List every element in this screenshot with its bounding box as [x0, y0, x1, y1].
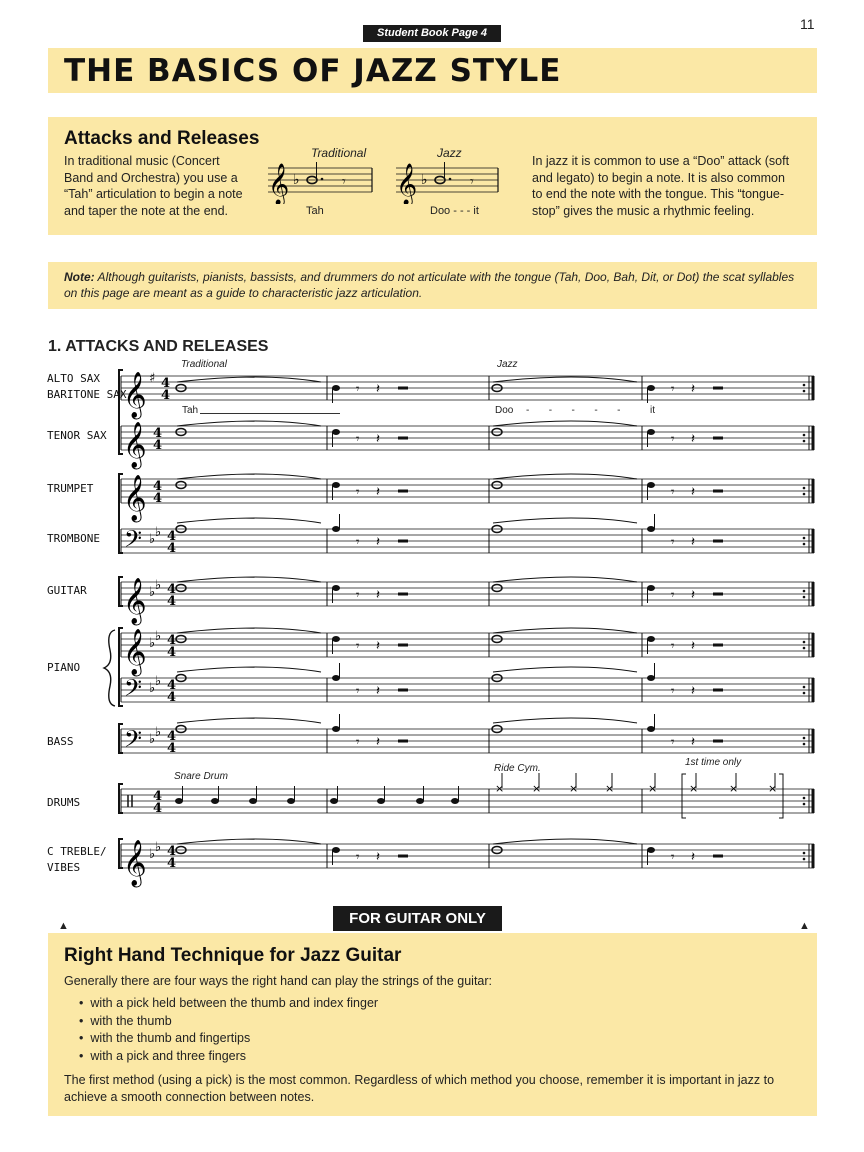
jazz-label: Jazz: [497, 359, 518, 370]
quarter-rest-icon: 𝄽: [691, 588, 695, 603]
instrument-label-bass: BASS: [47, 735, 74, 748]
flat-icon: ♭: [155, 840, 162, 855]
quarter-rest-icon: 𝄽: [691, 684, 695, 699]
repeat-dot: [803, 434, 806, 437]
half-rest-icon: [398, 387, 408, 390]
guitar-method-list: [79, 995, 378, 1065]
eighth-rest-icon: 𝄾: [356, 382, 360, 397]
cymbal-x-note-icon: ×: [768, 782, 778, 795]
repeat-dot: [803, 537, 806, 540]
instrument-label-vibes: VIBES: [47, 861, 81, 874]
eighth-rest-icon: 𝄾: [356, 485, 360, 500]
tie-curve: [493, 474, 637, 479]
marker-triangle-left: ▲: [58, 920, 69, 932]
traditional-label: Traditional: [181, 359, 227, 370]
tah-syllable: Tah: [182, 405, 199, 416]
snare-note-head: [416, 798, 424, 804]
half-rest-icon: [713, 540, 723, 543]
list-item: • with the thumb: [79, 1013, 378, 1031]
snare-note-head: [249, 798, 257, 804]
treble-clef-icon: 𝄞: [123, 629, 147, 675]
guitar-intro: Generally there are four ways the right hand can play the strings of the guitar:: [64, 974, 493, 988]
eighth-note-head: [332, 482, 340, 488]
cymbal-x-note-icon: ×: [495, 782, 505, 795]
quarter-rest-icon: 𝄽: [376, 432, 380, 447]
quarter-rest-icon: 𝄽: [376, 485, 380, 500]
repeat-dot: [803, 440, 806, 443]
eighth-note-head: [647, 385, 655, 391]
tie-curve: [493, 718, 637, 723]
cymbal-x-note-icon: ×: [689, 782, 699, 795]
flat-icon: ♭: [155, 674, 162, 689]
flat-icon: ♭: [149, 732, 156, 747]
eighth-rest-icon: 𝄾: [356, 735, 360, 750]
snare-note-head: [211, 798, 219, 804]
time-signature-top: 4: [153, 789, 163, 804]
repeat-dot: [803, 803, 806, 806]
marker-triangle-right: ▲: [799, 920, 810, 932]
piano-brace: [104, 630, 115, 706]
attacks-right-line: stop” gives the music a rhythmic feeling.: [532, 203, 755, 218]
eighth-note-head: [332, 636, 340, 642]
eighth-note-head: [332, 847, 340, 853]
flat-icon: ♭: [149, 585, 156, 600]
eighth-rest-icon: 𝄾: [356, 850, 360, 865]
it-syllable: it: [650, 405, 655, 416]
half-rest-icon: [713, 689, 723, 692]
eighth-rest-icon: 𝄾: [671, 735, 675, 750]
cymbal-x-note-icon: ×: [569, 782, 579, 795]
time-signature-bottom: 4: [153, 491, 163, 506]
half-rest-icon: [713, 387, 723, 390]
time-signature-top: 4: [167, 529, 177, 544]
tie-curve: [493, 377, 637, 382]
eighth-note-head: [647, 636, 655, 642]
eighth-note-head: [332, 429, 340, 435]
note-body: Although guitarists, pianists, bassists, and drummers do not articulate with the tongue (Tah, Doo, Bah, Dit, or Dot) the scat syllables on this page are meant as a guide to characteristic jazz articulation.: [64, 270, 795, 300]
quarter-rest-icon: 𝄽: [376, 639, 380, 654]
time-signature-bottom: 4: [153, 801, 163, 816]
time-signature-top: 4: [167, 678, 177, 693]
attacks-left-line: In traditional music (Concert: [64, 154, 220, 168]
half-rest-icon: [398, 689, 408, 692]
tie-curve: [177, 421, 321, 426]
guitar-closing-line: The first method (using a pick) is the most common. Regardless of which method you choose, remember it is important in jazz to: [64, 1073, 775, 1087]
eighth-rest-icon: 𝄾: [671, 485, 675, 500]
snare-note-head: [287, 798, 295, 804]
exercise-title: 1. ATTACKS AND RELEASES: [48, 338, 269, 355]
flat-icon: ♭: [155, 629, 162, 644]
cymbal-x-note-icon: ×: [532, 782, 542, 795]
repeat-dot: [803, 858, 806, 861]
half-rest-icon: [713, 593, 723, 596]
snare-drum-label: Snare Drum: [174, 771, 228, 782]
first-time-only-label: 1st time only: [685, 757, 742, 768]
time-signature-top: 4: [167, 844, 177, 859]
quarter-rest-icon: 𝄽: [691, 639, 695, 654]
time-signature-top: 4: [153, 426, 163, 441]
flat-icon: ♭: [293, 172, 300, 188]
flat-icon: ♭: [155, 525, 162, 540]
time-signature-bottom: 4: [167, 741, 177, 756]
eighth-rest-icon: 𝄾: [671, 382, 675, 397]
guitar-heading: Right Hand Technique for Jazz Guitar: [64, 945, 402, 966]
instrument-label-guitar: GUITAR: [47, 584, 87, 597]
repeat-dot: [803, 384, 806, 387]
repeat-dot: [803, 543, 806, 546]
tie-curve: [493, 518, 637, 523]
guitar-closing: [64, 1072, 809, 1105]
half-rest-icon: [713, 490, 723, 493]
eighth-rest-icon: 𝄾: [356, 639, 360, 654]
time-signature-top: 4: [167, 633, 177, 648]
treble-clef-icon: 𝄞: [123, 840, 147, 886]
eighth-note-head: [647, 429, 655, 435]
half-rest-icon: [398, 740, 408, 743]
flat-icon: ♭: [155, 725, 162, 740]
tie-curve: [493, 839, 637, 844]
first-time-bracket-left: [682, 774, 686, 818]
repeat-dot: [803, 686, 806, 689]
quarter-rest-icon: 𝄽: [376, 382, 380, 397]
eighth-rest-icon: 𝄾: [356, 432, 360, 447]
eighth-note-head: [647, 526, 655, 532]
eighth-note-head: [332, 585, 340, 591]
half-rest-icon: [713, 740, 723, 743]
attacks-heading: Attacks and Releases: [64, 128, 260, 149]
time-signature-bottom: 4: [153, 438, 163, 453]
time-signature-bottom: 4: [167, 594, 177, 609]
repeat-dot: [803, 487, 806, 490]
tie-curve: [177, 667, 321, 672]
quarter-rest-icon: 𝄽: [691, 850, 695, 865]
quarter-rest-icon: 𝄽: [691, 432, 695, 447]
bass-clef-icon: 𝄢: [124, 674, 143, 707]
repeat-dot: [803, 743, 806, 746]
tie-curve: [493, 421, 637, 426]
ride-cymbal-label: Ride Cym.: [494, 763, 541, 774]
flat-icon: ♭: [149, 847, 156, 862]
half-rest-icon: [713, 644, 723, 647]
time-signature-bottom: 4: [161, 388, 171, 403]
tie-curve: [493, 577, 637, 582]
quarter-rest-icon: 𝄽: [691, 535, 695, 550]
repeat-dot: [803, 596, 806, 599]
flat-icon: ♭: [149, 681, 156, 696]
time-signature-top: 4: [161, 376, 171, 391]
eighth-note-head: [332, 526, 340, 532]
list-item: • with the thumb and fingertips: [79, 1030, 378, 1048]
eighth-note-head: [332, 385, 340, 391]
cymbal-x-note-icon: ×: [648, 782, 658, 795]
time-signature-bottom: 4: [167, 645, 177, 660]
instrument-label-drums: DRUMS: [47, 796, 81, 809]
eighth-rest-icon: 𝄾: [356, 588, 360, 603]
snare-note-head: [175, 798, 183, 804]
instrument-label-tenor-sax: TENOR SAX: [47, 429, 107, 442]
eighth-note-head: [332, 675, 340, 681]
quarter-rest-icon: 𝄽: [691, 735, 695, 750]
instrument-label-trumpet: TRUMPET: [47, 482, 94, 495]
repeat-dot: [803, 692, 806, 695]
time-signature-bottom: 4: [167, 856, 177, 871]
attacks-right-line: and legato) to begin a note. It is also common: [532, 170, 785, 185]
instrument-label-trombone: TROMBONE: [47, 532, 100, 545]
page-title: THE BASICS OF JAZZ STYLE: [64, 53, 562, 89]
first-time-bracket-right: [779, 774, 783, 818]
doo-syllable: Doo: [495, 405, 514, 416]
eighth-rest-icon: 𝄾: [470, 174, 474, 190]
half-rest-icon: [713, 437, 723, 440]
tie-curve: [177, 518, 321, 523]
snare-note-head: [377, 798, 385, 804]
flat-icon: ♭: [149, 636, 156, 651]
sharp-icon: ♯: [149, 371, 156, 386]
attacks-right-line: to end the note with the tongue. This “tongue-: [532, 187, 785, 201]
quarter-rest-icon: 𝄽: [376, 535, 380, 550]
treble-clef-icon: 𝄞: [123, 372, 147, 418]
quarter-rest-icon: 𝄽: [376, 588, 380, 603]
eighth-note-head: [647, 847, 655, 853]
eighth-note-head: [647, 585, 655, 591]
eighth-note-head: [332, 726, 340, 732]
doo-dashes: - - - - -: [526, 405, 621, 416]
tie-curve: [177, 718, 321, 723]
quarter-rest-icon: 𝄽: [376, 684, 380, 699]
treble-clef-icon: 𝄞: [123, 422, 147, 468]
treble-clef-icon: 𝄞: [123, 475, 147, 521]
example-jazz-label: Jazz: [437, 146, 462, 160]
time-signature-bottom: 4: [167, 541, 177, 556]
cymbal-x-note-icon: ×: [729, 782, 739, 795]
tie-curve: [493, 628, 637, 633]
snare-note-head: [330, 798, 338, 804]
eighth-note-head: [647, 726, 655, 732]
half-rest-icon: [398, 644, 408, 647]
attacks-left-line: “Tah” articulation to begin a note: [64, 187, 243, 201]
for-guitar-only-banner: FOR GUITAR ONLY: [333, 906, 502, 931]
repeat-dot: [803, 493, 806, 496]
repeat-dot: [803, 797, 806, 800]
eighth-note-head: [647, 482, 655, 488]
flat-icon: ♭: [149, 532, 156, 547]
time-signature-bottom: 4: [167, 690, 177, 705]
treble-clef-icon: 𝄞: [396, 164, 418, 204]
eighth-rest-icon: 𝄾: [671, 432, 675, 447]
tie-curve: [177, 377, 321, 382]
treble-clef-icon: 𝄞: [268, 164, 290, 204]
quarter-rest-icon: 𝄽: [691, 382, 695, 397]
treble-clef-icon: 𝄞: [123, 578, 147, 624]
eighth-rest-icon: 𝄾: [356, 684, 360, 699]
eighth-rest-icon: 𝄾: [356, 535, 360, 550]
flat-icon: ♭: [155, 578, 162, 593]
instrument-label-c-treble: C TREBLE/: [47, 845, 107, 858]
tie-curve: [177, 474, 321, 479]
eighth-note-head: [647, 675, 655, 681]
note-label: Note:: [64, 270, 95, 284]
eighth-rest-icon: 𝄾: [671, 639, 675, 654]
half-rest-icon: [398, 540, 408, 543]
snare-note-head: [451, 798, 459, 804]
student-book-page-tag: Student Book Page 4: [363, 25, 501, 42]
example-tah-syllable: Tah: [306, 205, 324, 217]
tie-curve: [177, 577, 321, 582]
cymbal-x-note-icon: ×: [605, 782, 615, 795]
bass-clef-icon: 𝄢: [124, 725, 143, 758]
half-rest-icon: [398, 593, 408, 596]
repeat-dot: [803, 590, 806, 593]
instrument-label-piano: PIANO: [47, 661, 81, 674]
half-rest-icon: [398, 437, 408, 440]
quarter-rest-icon: 𝄽: [376, 850, 380, 865]
guitar-closing-line: achieve a smooth connection between notes.: [64, 1089, 315, 1104]
quarter-rest-icon: 𝄽: [691, 485, 695, 500]
time-signature-top: 4: [167, 582, 177, 597]
bass-clef-icon: 𝄢: [124, 525, 143, 558]
eighth-rest-icon: 𝄾: [671, 535, 675, 550]
eighth-rest-icon: 𝄾: [342, 174, 346, 190]
tie-curve: [177, 839, 321, 844]
half-rest-icon: [713, 855, 723, 858]
example-traditional-label: Traditional: [311, 146, 367, 160]
eighth-rest-icon: 𝄾: [671, 684, 675, 699]
instrument-label-alto-sax: ALTO SAX: [47, 372, 100, 385]
half-rest-icon: [398, 855, 408, 858]
repeat-dot: [803, 737, 806, 740]
repeat-dot: [803, 852, 806, 855]
tie-curve: [177, 628, 321, 633]
repeat-dot: [803, 641, 806, 644]
example-doo-syllable: Doo - - - it: [430, 205, 479, 217]
list-item: • with a pick and three fingers: [79, 1048, 378, 1066]
eighth-rest-icon: 𝄾: [671, 588, 675, 603]
eighth-rest-icon: 𝄾: [671, 850, 675, 865]
tie-curve: [493, 667, 637, 672]
list-item: • with a pick held between the thumb and index finger: [79, 995, 378, 1013]
quarter-rest-icon: 𝄽: [376, 735, 380, 750]
repeat-dot: [803, 390, 806, 393]
repeat-dot: [803, 647, 806, 650]
time-signature-top: 4: [167, 729, 177, 744]
attacks-right-line: In jazz it is common to use a “Doo” attack (soft: [532, 154, 790, 168]
flat-icon: ♭: [421, 172, 428, 188]
page-number: 11: [800, 16, 815, 32]
attacks-left-line: Band and Orchestra) you use a: [64, 170, 238, 185]
time-signature-top: 4: [153, 479, 163, 494]
instrument-label-baritone-sax: BARITONE SAX: [47, 388, 127, 401]
half-rest-icon: [398, 490, 408, 493]
attacks-left-line: and taper the note at the end.: [64, 203, 229, 218]
